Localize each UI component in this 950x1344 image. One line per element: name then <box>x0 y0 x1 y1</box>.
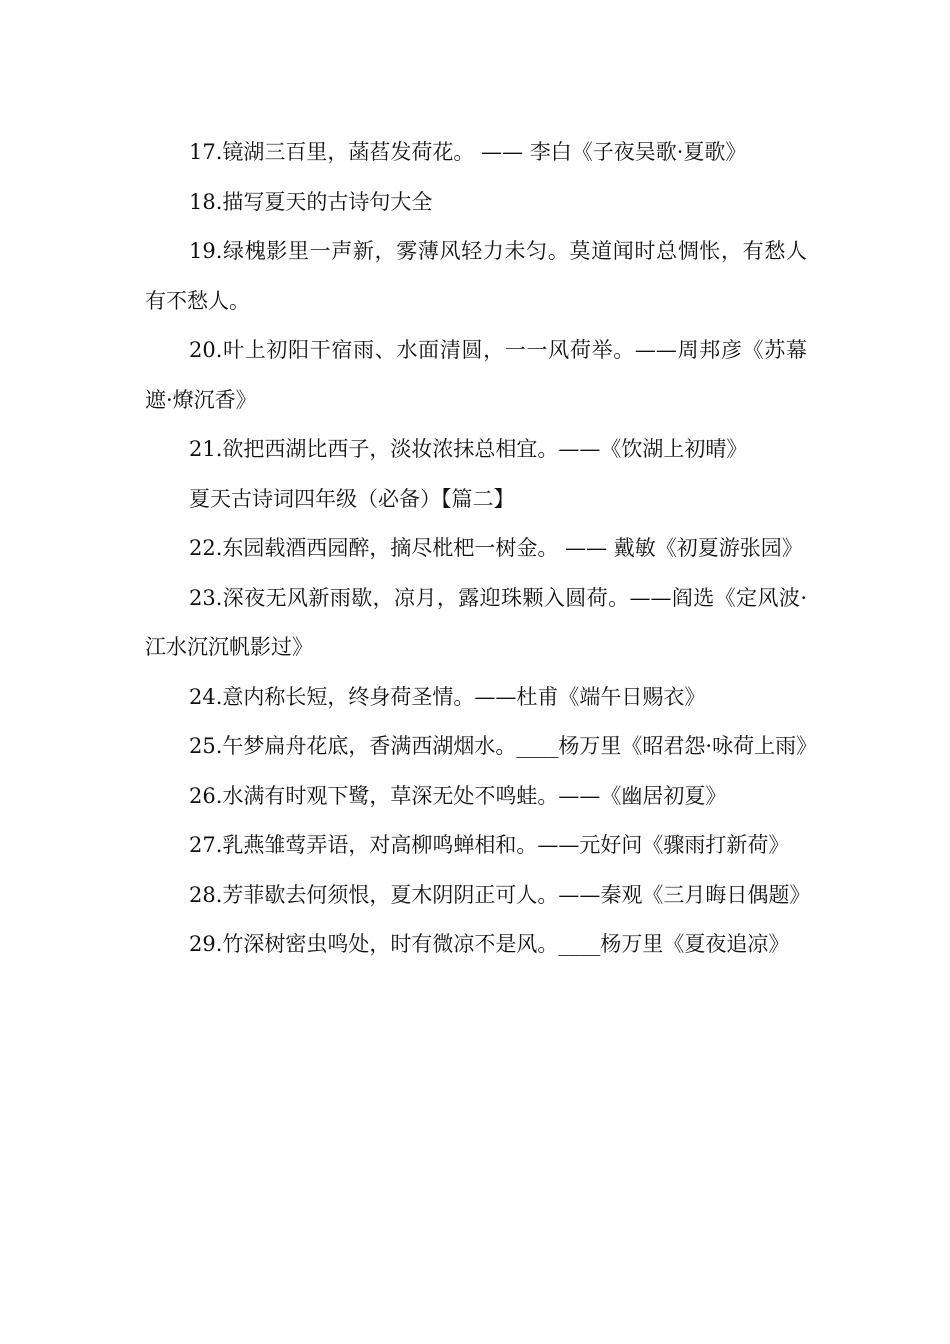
section-title-part-two: 夏天古诗词四年级（必备）【篇二】 <box>189 486 515 511</box>
poem-line-19: 19.绿槐影里一声新，雾薄风轻力未匀。莫道闻时总惆怅，有愁人有不愁人。 <box>145 239 807 313</box>
poem-line-28: 28.芳菲歇去何须恨，夏木阴阴正可人。——秦观《三月晦日偶题》 <box>189 882 811 907</box>
poem-line-25: 25.午梦扁舟花底，香满西湖烟水。____杨万里《昭君怨·咏荷上雨》 <box>189 734 818 758</box>
poem-line-27: 27.乳燕雏莺弄语，对高柳鸣蝉相和。——元好问《骤雨打新荷》 <box>189 833 790 857</box>
poem-line-29: 29.竹深树密虫鸣处，时有微凉不是风。____杨万里《夏夜追凉》 <box>189 932 790 956</box>
poem-line-24: 24.意内称长短，终身荷圣情。——杜甫《端午日赐衣》 <box>189 684 706 709</box>
poem-line-17: 17.镜湖三百里，菡萏发荷花。 —— 李白《子夜吴歌·夏歌》 <box>189 140 747 164</box>
poem-line-26: 26.水满有时观下鹭，草深无处不鸣蛙。——《幽居初夏》 <box>189 783 727 808</box>
section-heading: 18.描写夏天的古诗句大全 <box>189 189 433 214</box>
poem-line-21: 21.欲把西湖比西子，淡妆浓抹总相宜。——《饮湖上初晴》 <box>189 437 748 461</box>
document-body <box>145 128 818 970</box>
poem-line-22: 22.东园载酒西园醉，摘尽枇杷一树金。 —— 戴敏《初夏游张园》 <box>189 536 803 560</box>
poem-line-23: 23.深夜无风新雨歇，凉月，露迎珠颗入圆荷。——阎选《定风波·江水沉沉帆影过》 <box>145 585 807 659</box>
poem-line-20: 20.叶上初阳干宿雨、水面清圆，一一风荷举。——周邦彦《苏幕遮·燎沉香》 <box>145 338 807 412</box>
